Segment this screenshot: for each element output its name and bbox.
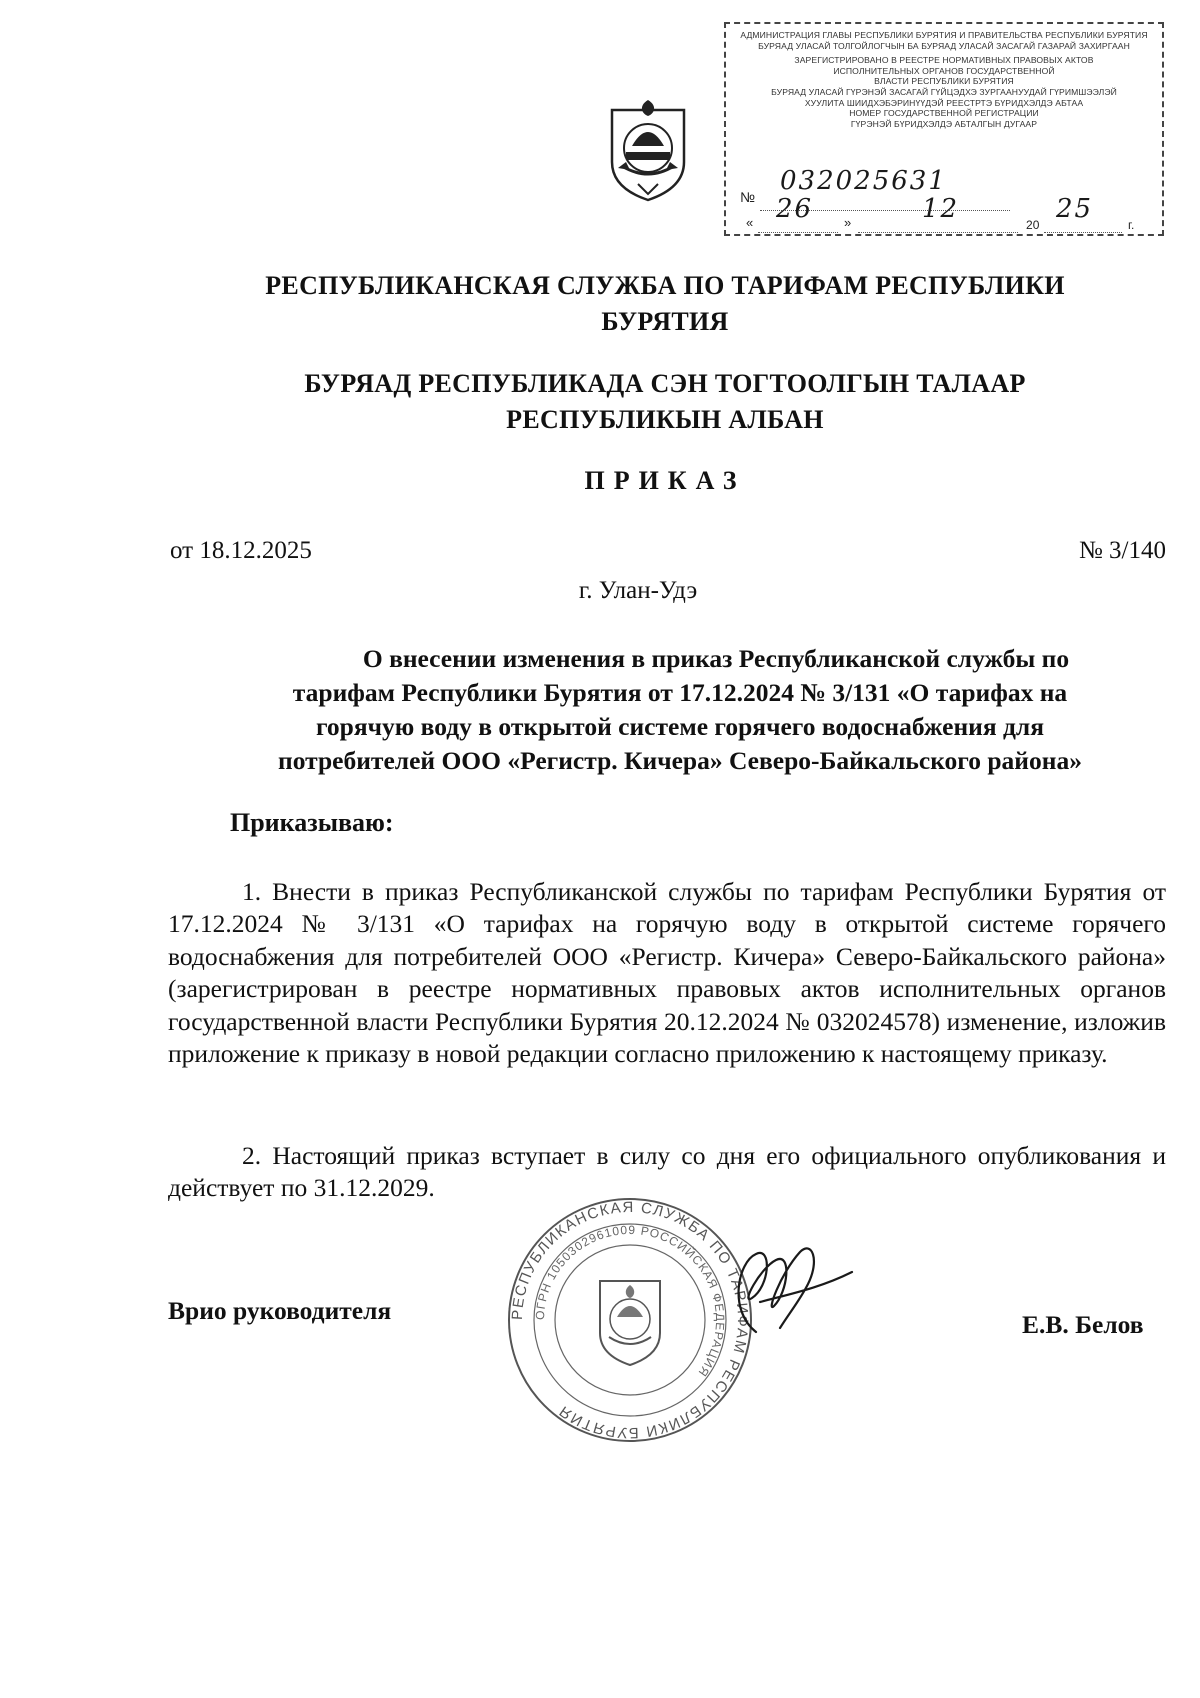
document-type: ПРИКАЗ xyxy=(584,466,746,495)
org-name-ru xyxy=(150,268,1180,340)
subject-line: потребителей ООО «Регистр. Кичера» Северо-Байкальского района» xyxy=(278,746,1082,775)
stamp-date-open: « xyxy=(746,215,754,230)
seal-inner-text: ОГРН 1050302961009 РОССИЙСКАЯ ФЕДЕРАЦИЯ xyxy=(532,1222,728,1380)
signatory-name: Е.В. Белов xyxy=(1022,1310,1144,1339)
stamp-line: ЗАРЕГИСТРИРОВАНО В РЕЕСТРЕ НОРМАТИВНЫХ ПРАВОВЫХ АКТОВ xyxy=(794,55,1094,66)
stamp-date-close: » xyxy=(844,215,852,230)
buryatia-emblem-icon xyxy=(608,96,688,204)
stamp-line: ХУУЛИТА ШИИДХЭБЭРИНҮҮДЭЙ РЕЕСТРТЭ БҮРИДХЭЛДЭ АБТАА xyxy=(804,97,1084,108)
org-name-ru-line1: РЕСПУБЛИКАНСКАЯ СЛУЖБА ПО ТАРИФАМ РЕСПУБЛИКИ xyxy=(265,271,1065,300)
seal-outer-text: РЕСПУБЛИКАНСКАЯ СЛУЖБА ПО ТАРИФАМ РЕСПУБЛИКИ БУРЯТИЯ xyxy=(508,1198,752,1442)
document-number: № 3/140 xyxy=(1078,537,1166,564)
registration-stamp xyxy=(724,22,1164,236)
subject-line: горячую воду в открытой системе горячего водоснабжения для xyxy=(315,712,1045,741)
document-subject xyxy=(200,642,1160,778)
stamp-date-day: 26 xyxy=(776,194,814,224)
org-name-bur-line2: РЕСПУБЛИКЫН АЛБАН xyxy=(506,405,824,434)
order-paragraph-2: 2. Настоящий приказ вступает в силу со дня его официального опубликования и действует по 31.12.2029. xyxy=(168,1141,1166,1203)
stamp-line: ВЛАСТИ РЕСПУБЛИКИ БУРЯТИЯ xyxy=(874,76,1014,87)
stamp-date-month: 12 xyxy=(922,194,960,224)
stamp-line: БУРЯАД УЛАСАЙ ТОЛГОЙЛОГЧЫН БА БУРЯАД УЛАСАЙ ЗАСАГАЙ ГАЗАРАЙ ЗАХИРГААН xyxy=(758,40,1130,51)
stamp-year-underline xyxy=(1044,232,1122,233)
document-city: г. Улан-Удэ xyxy=(578,577,698,604)
stamp-day-underline xyxy=(758,232,838,233)
org-name-ru-line2: БУРЯТИЯ xyxy=(601,307,729,336)
stamp-line: БУРЯАД УЛАСАЙ ГҮРЭНЭЙ ЗАСАГАЙ ГҮЙЦЭДХЭ ЗУРГААНУУДАЙ ГҮРИМШЭЭЛЭЙ xyxy=(771,86,1117,97)
handwritten-signature xyxy=(720,1232,855,1352)
stamp-number-value: 032025631 xyxy=(780,166,947,196)
stamp-line: НОМЕР ГОСУДАРСТВЕННОЙ РЕГИСТРАЦИИ xyxy=(849,108,1039,119)
svg-text:ОГРН 1050302961009 РОССИЙСКАЯ xyxy=(533,1223,727,1380)
signatory-role: Врио руководителя xyxy=(168,1296,392,1325)
stamp-year-prefix: 20 xyxy=(1026,218,1040,232)
seal-emblem-icon xyxy=(600,1281,660,1365)
stamp-date-year: 25 xyxy=(1056,194,1094,224)
stamp-date-suffix: г. xyxy=(1128,218,1135,232)
order-paragraph-1: 1. Внести в приказ Республиканской службы по тарифам Республики Бурятия от 17.12.2024 № 3/131 «О тарифах на горячую воду в открытой системе горячего водоснабжения для потребителей ООО «Регистр. Кичера» Северо-Байкальского района» (зарегистрирован в реестре нормативных правовых актов исполнительных органов государственной власти Республики Бурятия 20.12.2024 № 032024578) изменение, изложив приложение к приказу в новой редакции согласно приложению к настоящему приказу. xyxy=(168,877,1166,1069)
stamp-month-underline xyxy=(858,232,1018,233)
org-name-bur xyxy=(150,366,1180,438)
org-name-bur-line1: БУРЯАД РЕСПУБЛИКАДА СЭН ТОГТООЛГЫН ТАЛААР xyxy=(304,369,1026,398)
stamp-line: ГҮРЭНЭЙ БҮРИДХЭЛДЭ АБТАЛГЫН ДУГААР xyxy=(850,118,1038,129)
stamp-number-label: № xyxy=(740,189,756,205)
subject-line: О внесении изменения в приказ Республиканской службы по xyxy=(362,644,1070,673)
order-label: Приказываю: xyxy=(230,808,394,837)
subject-line: тарифам Республики Бурятия от 17.12.2024 № 3/131 «О тарифах на xyxy=(292,678,1068,707)
stamp-line: ИСПОЛНИТЕЛЬНЫХ ОРГАНОВ ГОСУДАРСТВЕННОЙ xyxy=(833,65,1055,76)
stamp-line: АДМИНИСТРАЦИЯ ГЛАВЫ РЕСПУБЛИКИ БУРЯТИЯ И ПРАВИТЕЛЬСТВА РЕСПУБЛИКИ БУРЯТИЯ xyxy=(740,30,1148,40)
document-date: от 18.12.2025 xyxy=(170,537,312,564)
official-seal xyxy=(505,1195,755,1445)
